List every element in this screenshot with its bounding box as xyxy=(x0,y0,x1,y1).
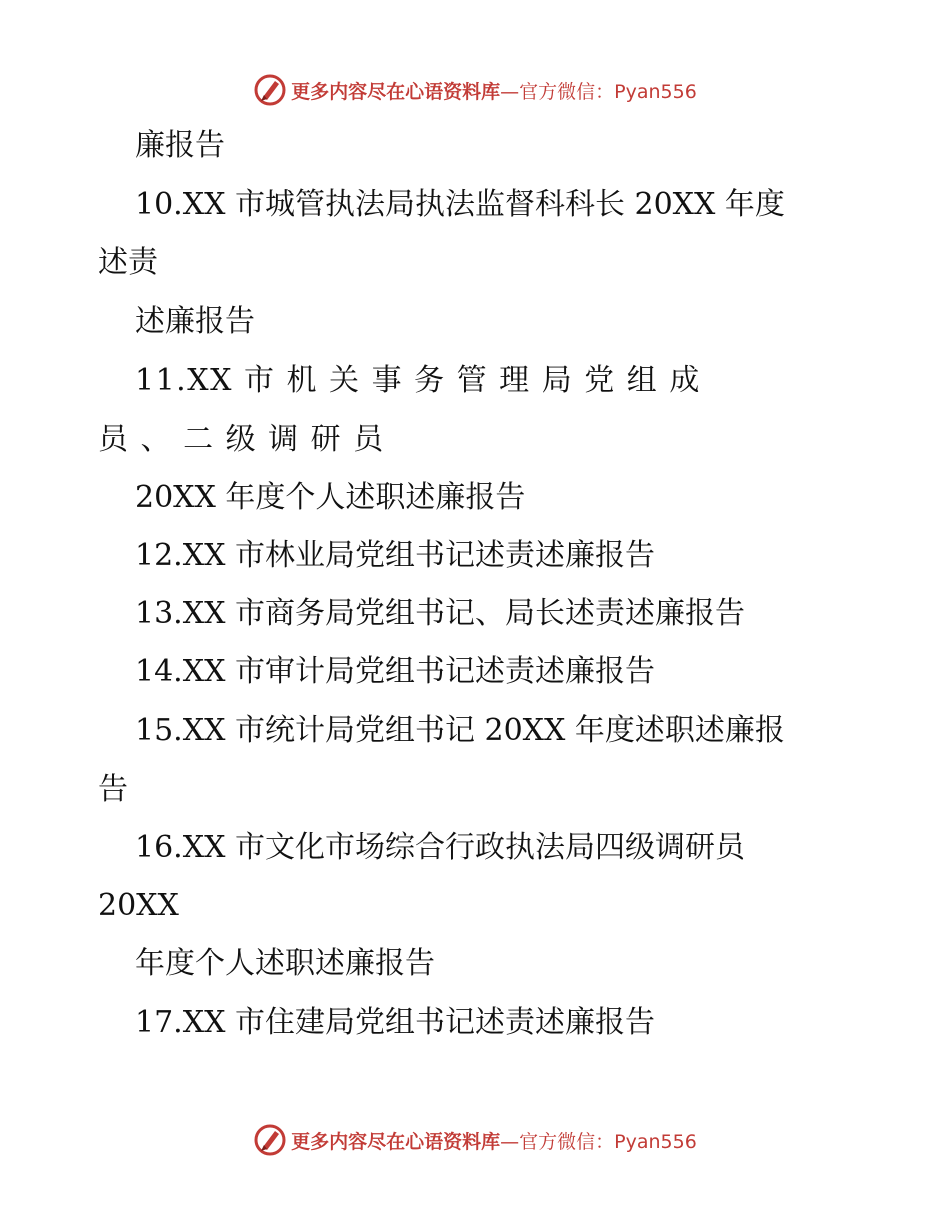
text-line: 13.XX 市商务局党组书记、局长述责述廉报告 xyxy=(135,596,745,631)
text-line: 11.XX 市 机 关 事 务 管 理 局 党 组 成 xyxy=(135,363,701,398)
text-line: 20XX xyxy=(98,888,179,923)
text-line: 廉报告 xyxy=(135,128,225,163)
text-line: 20XX 年度个人述职述廉报告 xyxy=(135,480,526,515)
pen-logo-icon xyxy=(253,1123,287,1157)
text-line: 14.XX 市审计局党组书记述责述廉报告 xyxy=(135,654,655,689)
text-line: 17.XX 市住建局党组书记述责述廉报告 xyxy=(135,1005,655,1040)
text-line: 告 xyxy=(98,772,128,807)
footer-watermark xyxy=(0,1120,950,1160)
watermark-text: 更多内容尽在心语资料库—官方微信：Pyan556 xyxy=(291,1130,697,1153)
text-line: 10.XX 市城管执法局执法监督科科长 20XX 年度 xyxy=(135,187,785,222)
text-line: 员 、 二 级 调 研 员 xyxy=(98,422,385,457)
text-line: 年度个人述职述廉报告 xyxy=(135,946,435,981)
text-line: 述廉报告 xyxy=(135,304,255,339)
text-line: 16.XX 市文化市场综合行政执法局四级调研员 xyxy=(135,830,745,865)
watermark-text: 更多内容尽在心语资料库—官方微信：Pyan556 xyxy=(291,80,697,103)
text-line: 述责 xyxy=(98,245,158,280)
text-line: 12.XX 市林业局党组书记述责述廉报告 xyxy=(135,538,655,573)
text-line: 15.XX 市统计局党组书记 20XX 年度述职述廉报 xyxy=(135,713,785,748)
